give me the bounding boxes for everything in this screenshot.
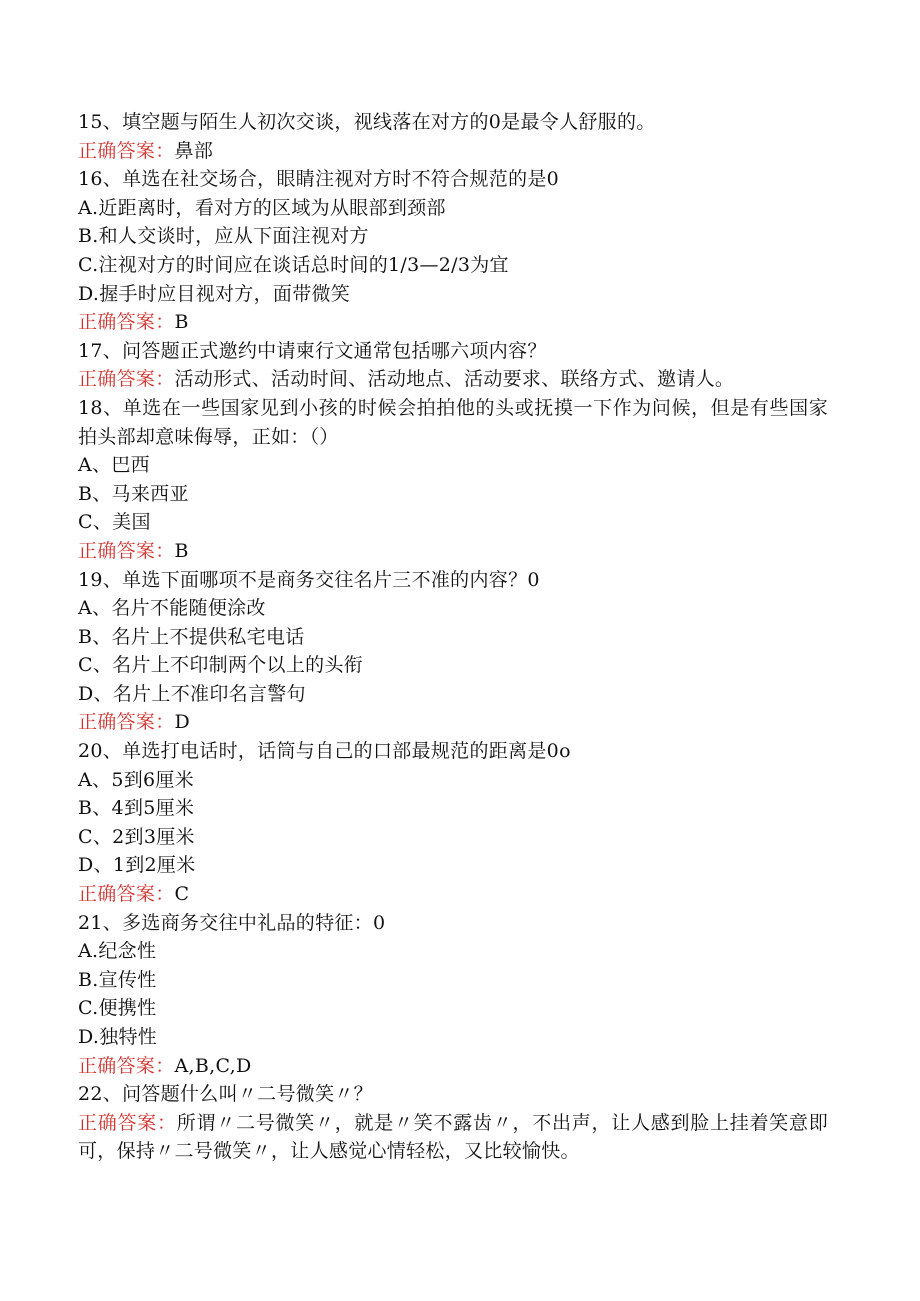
answer-line bbox=[78, 537, 828, 566]
answer-line bbox=[78, 1109, 828, 1166]
document-page bbox=[78, 108, 828, 1166]
question-stem: 19、单选下面哪项不是商务交往名片三不准的内容？0 bbox=[78, 568, 540, 591]
question-option: A.近距离时，看对方的区域为从眼部到颈部 bbox=[78, 196, 446, 219]
answer-line bbox=[78, 880, 828, 909]
question-option: B、名片上不提供私宅电话 bbox=[78, 625, 305, 648]
question-option: D、1到2厘米 bbox=[78, 854, 196, 877]
answer-value: B bbox=[174, 539, 189, 562]
answer-value: 所谓〃二号微笑〃，就是〃笑不露齿〃，不出声，让人感到脸上挂着笑意即可，保持〃二号微笑〃，让人感觉心情轻松，又比较愉快。 bbox=[78, 1111, 828, 1163]
question-option: C、2到3厘米 bbox=[78, 825, 195, 848]
question-option: C、名片上不印制两个以上的头衔 bbox=[78, 654, 364, 677]
question-stem: 16、单选在社交场合，眼睛注视对方时不符合规范的是0 bbox=[78, 168, 560, 191]
question-stem: 20、单选打电话时，话筒与自己的口部最规范的距离是0o bbox=[78, 740, 571, 763]
answer-label: 正确答案： bbox=[78, 883, 175, 906]
answer-value: D bbox=[174, 711, 191, 734]
question-option: A.纪念性 bbox=[78, 940, 157, 963]
answer-label: 正确答案： bbox=[78, 539, 175, 562]
question-block bbox=[78, 737, 828, 909]
question-option: C、美国 bbox=[78, 511, 151, 534]
answer-label: 正确答案： bbox=[78, 711, 175, 734]
question-stem: 17、问答题正式邀约中请柬行文通常包括哪六项内容？ bbox=[78, 339, 547, 362]
question-block bbox=[78, 566, 828, 738]
question-option: B、马来西亚 bbox=[78, 482, 189, 505]
question-option: C.便携性 bbox=[78, 997, 157, 1020]
question-block bbox=[78, 1080, 828, 1166]
question-option: B.宣传性 bbox=[78, 968, 157, 991]
answer-value: B bbox=[174, 311, 189, 334]
answer-label: 正确答案： bbox=[78, 1054, 175, 1077]
question-option: B.和人交谈时，应从下面注视对方 bbox=[78, 225, 369, 248]
answer-line bbox=[78, 708, 828, 737]
question-option: D、名片上不准印名言警句 bbox=[78, 682, 306, 705]
answer-value: 鼻部 bbox=[174, 139, 214, 162]
answer-label: 正确答案： bbox=[78, 139, 175, 162]
question-option: D.握手时应目视对方，面带微笑 bbox=[78, 282, 351, 305]
answer-line bbox=[78, 1052, 828, 1081]
question-stem: 15、填空题与陌生人初次交谈，视线落在对方的0是最令人舒服的。 bbox=[78, 111, 656, 133]
question-stem: 18、单选在一些国家见到小孩的时候会拍拍他的头或抚摸一下作为问候，但是有些国家拍头部却意味侮辱，正如：（） bbox=[78, 396, 828, 448]
question-block bbox=[78, 165, 828, 337]
answer-value: C bbox=[174, 883, 190, 906]
question-stem: 22、问答题什么叫〃二号微笑〃？ bbox=[78, 1083, 373, 1106]
question-block bbox=[78, 337, 828, 394]
answer-value: 活动形式、活动时间、活动地点、活动要求、联络方式、邀请人。 bbox=[174, 368, 735, 391]
answer-value: A,B,C,D bbox=[174, 1054, 252, 1077]
answer-line bbox=[78, 137, 828, 166]
question-block bbox=[78, 108, 828, 165]
answer-label: 正确答案： bbox=[78, 1111, 177, 1134]
answer-label: 正确答案： bbox=[78, 311, 175, 334]
question-block bbox=[78, 394, 828, 566]
answer-line bbox=[78, 308, 828, 337]
question-option: A、名片不能随便涂改 bbox=[78, 597, 266, 620]
question-block bbox=[78, 909, 828, 1081]
question-option: C.注视对方的时间应在谈话总时间的1/3—2/3为宜 bbox=[78, 253, 509, 276]
question-option: D.独特性 bbox=[78, 1026, 158, 1048]
answer-line bbox=[78, 365, 828, 394]
question-option: A、巴西 bbox=[78, 454, 150, 477]
answer-label: 正确答案： bbox=[78, 368, 175, 391]
question-option: A、5到6厘米 bbox=[78, 768, 194, 791]
question-stem: 21、多选商务交往中礼品的特征：0 bbox=[78, 911, 386, 934]
question-option: B、4到5厘米 bbox=[78, 797, 195, 820]
